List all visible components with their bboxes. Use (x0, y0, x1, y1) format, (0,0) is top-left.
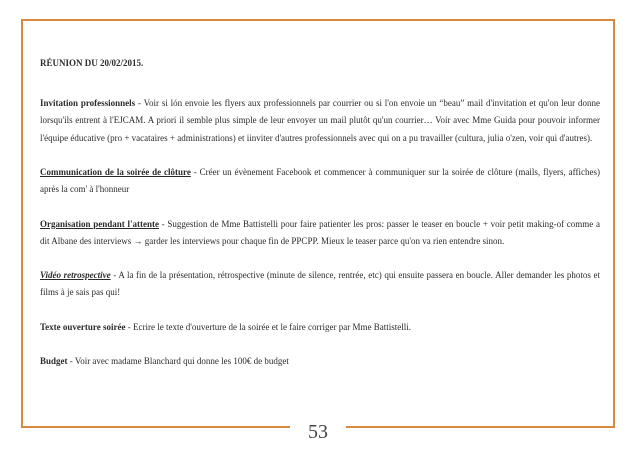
section-label: Communication de la soirée de clôture (40, 167, 191, 177)
meeting-notes (40, 55, 600, 388)
section-text: - Voir avec madame Blanchard qui donne les 100€ de budget (67, 356, 289, 367)
section-label: Texte ouverture soirée (40, 321, 126, 332)
section-text: - A la fin de la présentation, rétrospective (minute de silence, rentrée, etc) qui ensuite passera en boucle. Aller demander les photos et films à je sais pas qui! (40, 270, 601, 298)
section-text: - Créer un évènement Facebook et commencer à communiquer sur la soirée de clôture (mails, flyers, affiches) après la com' à l'honneur (40, 167, 600, 195)
section-text: - Suggestion de Mme Battistelli pour faire patienter les pros: passer le teaser en boucle + voir petit making-of comme a dit Albane des interviews → garder les interviews pour chaque fin de PPCPP. Mieux le teaser parce qu'on va rien entendre sinon. (40, 218, 600, 246)
section-video (40, 267, 600, 301)
section-text: - Voir si lón envoie les flyers aux professionnels par courrier ou si l'on envoie un “beau” mail d'invitation et qu'on leur donne lorsqu'ils entrent à l'EJCAM. A priori il semble plus simple de leur envoyer un mail plutôt qu'un courrier… Voir avec Mme Guida pour pouvoir informer l'équipe éducative (pro + vacataires + administrations) et iinviter d'autres professionnels avec qui on a pu travailler (cultura, julia o'zen, voir qui d'autres). (40, 98, 600, 143)
section-budget (40, 353, 600, 370)
section-label: Organisation pendant l'attente (40, 218, 159, 229)
section-label: Budget (40, 356, 68, 367)
section-communication (40, 164, 600, 198)
section-texte-ouverture (40, 319, 600, 336)
meeting-heading: RÉUNION DU 20/02/2015. (40, 58, 144, 68)
section-label: Invitation professionnels (40, 98, 136, 109)
section-organisation (40, 216, 600, 250)
page-number: 53 (308, 421, 328, 443)
section-text: - Ecrire le texte d'ouverture de la soirée et le faire corriger par Mme Battistelli. (125, 321, 411, 332)
section-label: Vidéo retrospective (40, 270, 111, 281)
page-number-box (290, 418, 346, 446)
section-invitation (40, 95, 600, 147)
